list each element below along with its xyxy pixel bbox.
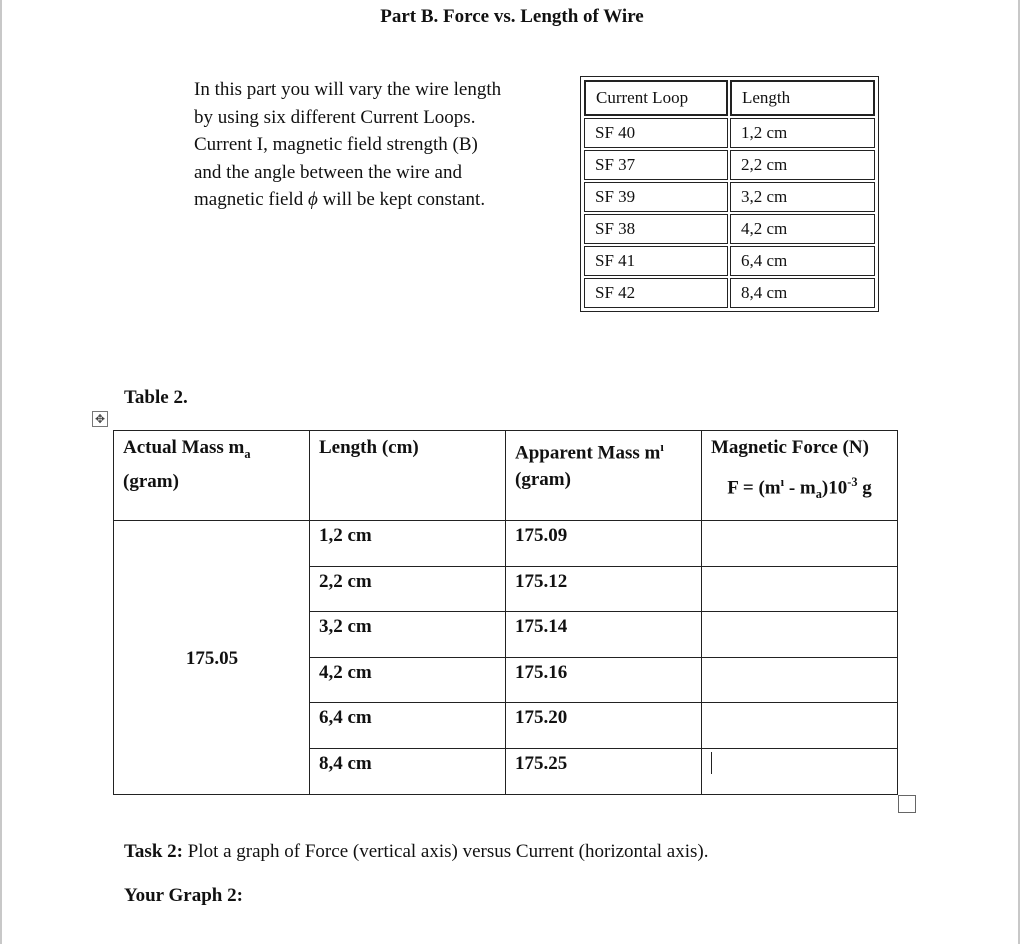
intro-line: and the angle between the wire and [194, 161, 462, 183]
subscript: a [244, 446, 251, 461]
header-magnetic-force[interactable] [702, 431, 898, 521]
results-table [113, 430, 898, 795]
intro-line: Current I, magnetic field strength (B) [194, 134, 478, 155]
force-cell[interactable] [702, 703, 898, 749]
phi-symbol: ϕ [307, 189, 318, 210]
loop-length-cell[interactable]: 2,2 cm [730, 150, 875, 180]
loop-length-cell[interactable]: 1,2 cm [730, 118, 875, 148]
graph-label: Your Graph 2: [124, 885, 243, 906]
intro-line: by using six different Current Loops. [194, 106, 476, 128]
header-unit: (gram) [123, 470, 179, 492]
table-caption: Table 2. [124, 387, 188, 408]
loop-length-cell[interactable]: 6,4 cm [730, 246, 875, 276]
intro-paragraph [194, 76, 554, 214]
header-text: Actual Mass m [123, 437, 245, 458]
length-cell[interactable]: 8,4 cm [310, 748, 506, 794]
task-instruction [124, 841, 708, 863]
page-title: Part B. Force vs. Length of Wire [380, 6, 644, 27]
loop-name-cell[interactable]: SF 37 [584, 150, 728, 180]
loop-name-cell[interactable]: SF 41 [584, 246, 728, 276]
task-label: Task 2: [124, 841, 183, 862]
header-text: Apparent Mass m [515, 442, 661, 464]
apparent-mass-cell[interactable]: 175.20 [506, 703, 702, 749]
loop-length-cell[interactable]: 8,4 cm [730, 278, 875, 308]
formula-part: g [857, 477, 872, 499]
length-cell[interactable]: 3,2 cm [310, 612, 506, 658]
loop-name-cell[interactable]: SF 42 [584, 278, 728, 308]
intro-text: magnetic field [194, 189, 308, 210]
loop-name-cell[interactable]: SF 39 [584, 182, 728, 212]
loop-length-cell[interactable]: 4,2 cm [730, 214, 875, 244]
loop-length-cell[interactable]: 3,2 cm [730, 182, 875, 212]
formula-part: -3 [847, 475, 858, 489]
loop-name-cell[interactable]: SF 38 [584, 214, 728, 244]
length-cell[interactable]: 2,2 cm [310, 566, 506, 612]
intro-line: In this part you will vary the wire length [194, 79, 502, 100]
header-actual-mass[interactable] [114, 431, 310, 521]
formula-part: ı [780, 475, 785, 489]
text-cursor [711, 752, 712, 774]
length-cell[interactable]: 6,4 cm [310, 703, 506, 749]
force-cell[interactable] [702, 566, 898, 612]
apparent-mass-cell[interactable]: 175.16 [506, 657, 702, 703]
force-cell-active[interactable] [702, 748, 898, 794]
task-text: Plot a graph of Force (vertical axis) versus Current (horizontal axis). [182, 841, 709, 862]
apparent-mass-cell[interactable]: 175.14 [506, 612, 702, 658]
formula-part: F = (m [727, 477, 781, 499]
intro-text: will be kept constant. [317, 189, 486, 210]
force-formula [711, 469, 888, 508]
apparent-mass-cell[interactable]: 175.09 [506, 521, 702, 567]
length-cell[interactable]: 1,2 cm [310, 521, 506, 567]
header-unit: (gram) [515, 469, 571, 491]
loops-header-current-loop[interactable]: Current Loop [584, 80, 728, 116]
header-text: Magnetic Force (N) [711, 437, 869, 458]
header-apparent-mass[interactable] [506, 431, 702, 521]
formula-part: - m [784, 477, 816, 499]
formula-part: a [815, 487, 822, 502]
table-resize-handle-icon[interactable] [898, 795, 916, 813]
apparent-mass-cell[interactable]: 175.12 [506, 566, 702, 612]
current-loop-table [580, 76, 879, 312]
apparent-mass-cell[interactable]: 175.25 [506, 748, 702, 794]
actual-mass-cell[interactable]: 175.05 [114, 521, 310, 795]
table-move-handle-icon[interactable]: ✥ [92, 411, 108, 427]
force-cell[interactable] [702, 657, 898, 703]
length-cell[interactable]: 4,2 cm [310, 657, 506, 703]
intro-line [194, 186, 554, 214]
superscript: ı [660, 440, 664, 454]
force-cell[interactable] [702, 612, 898, 658]
formula-part: )10 [821, 477, 848, 499]
loops-header-length[interactable]: Length [730, 80, 875, 116]
force-cell[interactable] [702, 521, 898, 567]
header-length[interactable]: Length (cm) [310, 431, 506, 521]
loop-name-cell[interactable]: SF 40 [584, 118, 728, 148]
